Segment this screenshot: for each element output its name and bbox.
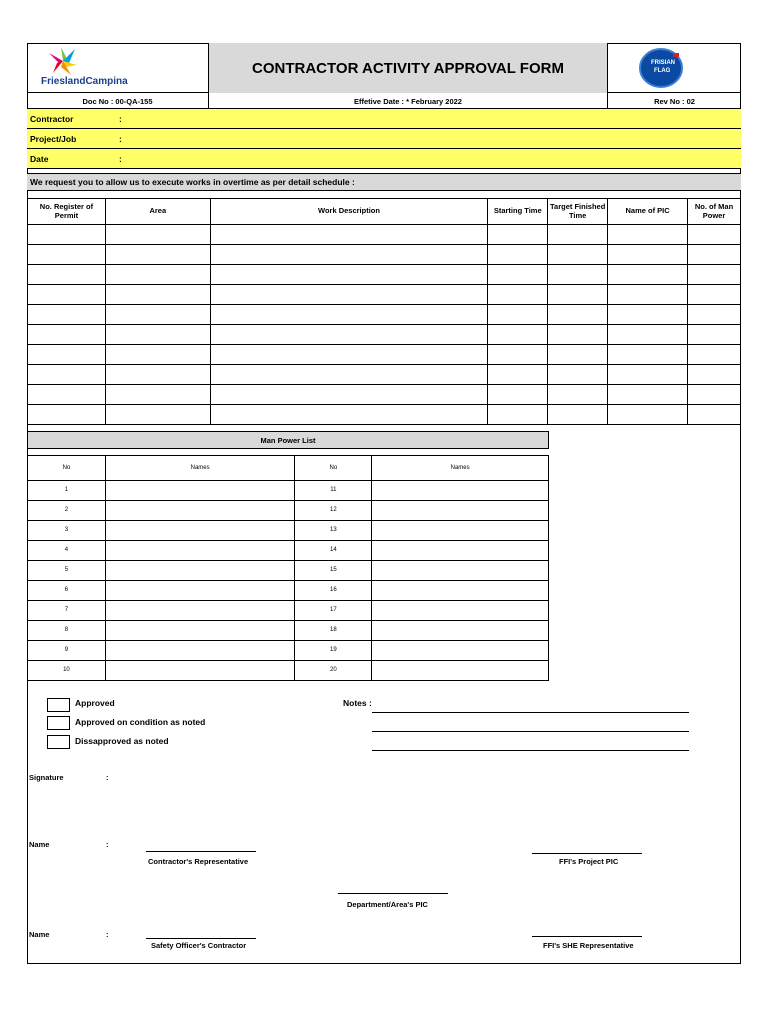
manpower-name-right[interactable]: [372, 581, 549, 601]
manpower-name-left[interactable]: [105, 661, 295, 681]
col-register-permit: No. Register of Permit: [28, 199, 106, 225]
schedule-cell[interactable]: [488, 365, 548, 385]
schedule-cell[interactable]: [488, 385, 548, 405]
notes-line-1[interactable]: [372, 712, 689, 713]
approved-checkbox[interactable]: [47, 698, 70, 712]
schedule-cell[interactable]: [608, 365, 688, 385]
manpower-no-left: 2: [28, 501, 106, 521]
schedule-cell[interactable]: [608, 345, 688, 365]
table-row: [28, 245, 741, 265]
name-colon-2: :: [106, 930, 109, 939]
schedule-cell[interactable]: [688, 285, 741, 305]
manpower-name-left[interactable]: [105, 581, 295, 601]
manpower-name-left[interactable]: [105, 621, 295, 641]
manpower-no-right: 15: [295, 561, 372, 581]
table-row: [28, 521, 549, 541]
schedule-cell[interactable]: [548, 285, 608, 305]
schedule-cell[interactable]: [608, 225, 688, 245]
schedule-cell[interactable]: [608, 325, 688, 345]
safety-officer-caption: Safety Officer's Contractor: [151, 941, 247, 950]
approved-on-condition-label: Approved on condition as noted: [75, 717, 206, 727]
schedule-cell[interactable]: [608, 245, 688, 265]
schedule-cell[interactable]: [548, 245, 608, 265]
schedule-cell[interactable]: [210, 345, 488, 365]
schedule-cell[interactable]: [608, 265, 688, 285]
ffi-she-rep-caption: FFI's SHE Representative: [543, 941, 634, 950]
manpower-no-right: 14: [295, 541, 372, 561]
manpower-no-left: 5: [28, 561, 106, 581]
table-row: [28, 621, 549, 641]
colon: :: [119, 134, 122, 144]
schedule-cell[interactable]: [548, 265, 608, 285]
col-names-left: Names: [105, 456, 295, 481]
schedule-cell[interactable]: [105, 325, 210, 345]
col-target-finished-time: Target Finished Time: [548, 199, 608, 225]
manpower-name-left[interactable]: [105, 541, 295, 561]
schedule-cell[interactable]: [488, 305, 548, 325]
schedule-cell[interactable]: [28, 225, 106, 245]
schedule-cell[interactable]: [548, 405, 608, 425]
manpower-name-left[interactable]: [105, 501, 295, 521]
schedule-cell[interactable]: [688, 225, 741, 245]
notes-label: Notes :: [343, 698, 372, 708]
dept-pic-signature-line[interactable]: [338, 893, 448, 894]
manpower-name-right[interactable]: [372, 561, 549, 581]
manpower-no-left: 4: [28, 541, 106, 561]
contractor-rep-caption: Contractor's Representative: [148, 857, 249, 866]
table-row: [28, 365, 741, 385]
schedule-cell[interactable]: [608, 285, 688, 305]
manpower-no-right: 13: [295, 521, 372, 541]
schedule-cell[interactable]: [488, 325, 548, 345]
project-job-label: Project/Job: [30, 134, 77, 144]
ffi-project-pic-caption: FFI's Project PIC: [559, 857, 619, 866]
manpower-no-left: 1: [28, 481, 106, 501]
manpower-no-left: 6: [28, 581, 106, 601]
disapproved-checkbox[interactable]: [47, 735, 70, 749]
frisian-flag-logo: [608, 43, 741, 93]
safety-officer-signature-line[interactable]: [146, 938, 256, 939]
manpower-no-right: 16: [295, 581, 372, 601]
manpower-no-right: 11: [295, 481, 372, 501]
schedule-body: [28, 225, 741, 425]
manpower-no-left: 3: [28, 521, 106, 541]
schedule-cell[interactable]: [105, 225, 210, 245]
approved-label: Approved: [75, 698, 115, 708]
table-row: [28, 501, 549, 521]
schedule-cell[interactable]: [548, 365, 608, 385]
notes-line-3[interactable]: [372, 750, 689, 751]
manpower-no-left: 9: [28, 641, 106, 661]
approved-on-condition-checkbox[interactable]: [47, 716, 70, 730]
table-row: [28, 325, 741, 345]
manpower-name-left[interactable]: [105, 561, 295, 581]
name-label-2: Name: [29, 930, 50, 939]
schedule-cell[interactable]: [688, 405, 741, 425]
manpower-no-right: 20: [295, 661, 372, 681]
ffi-project-pic-signature-line[interactable]: [532, 853, 642, 854]
col-no-left: No: [28, 456, 106, 481]
schedule-cell[interactable]: [210, 265, 488, 285]
schedule-cell[interactable]: [210, 365, 488, 385]
schedule-cell[interactable]: [210, 305, 488, 325]
notes-line-2[interactable]: [372, 731, 689, 732]
table-row: [28, 385, 741, 405]
manpower-no-left: 8: [28, 621, 106, 641]
form-header: [27, 43, 741, 93]
schedule-cell[interactable]: [28, 325, 106, 345]
logo-text-frisian: FRISIAN: [651, 60, 675, 66]
schedule-cell[interactable]: [548, 325, 608, 345]
schedule-cell[interactable]: [28, 265, 106, 285]
table-row: [28, 561, 549, 581]
manpower-no-left: 10: [28, 661, 106, 681]
disapproved-label: Dissapproved as noted: [75, 736, 169, 746]
name-label: Name: [29, 840, 50, 849]
schedule-cell[interactable]: [105, 245, 210, 265]
table-row: [28, 641, 549, 661]
manpower-table: [27, 455, 549, 681]
schedule-cell[interactable]: [28, 385, 106, 405]
table-row: [28, 581, 549, 601]
schedule-cell[interactable]: [488, 345, 548, 365]
table-row: [28, 285, 741, 305]
schedule-cell[interactable]: [28, 365, 106, 385]
manpower-name-right[interactable]: [372, 621, 549, 641]
schedule-cell[interactable]: [488, 225, 548, 245]
contractor-rep-signature-line[interactable]: [146, 851, 256, 852]
col-work-description: Work Description: [210, 199, 488, 225]
col-man-power: No. of Man Power: [688, 199, 741, 225]
schedule-cell[interactable]: [688, 345, 741, 365]
effective-date: Effetive Date : * February 2022: [209, 93, 608, 109]
frieslandcampina-logo: [27, 43, 209, 93]
schedule-cell[interactable]: [688, 385, 741, 405]
schedule-cell[interactable]: [488, 265, 548, 285]
manpower-no-right: 19: [295, 641, 372, 661]
request-statement: We request you to allow us to execute works in overtime as per detail schedule :: [27, 173, 741, 191]
col-area: Area: [105, 199, 210, 225]
schedule-cell[interactable]: [688, 265, 741, 285]
schedule-header-row: [28, 199, 741, 225]
schedule-cell[interactable]: [608, 305, 688, 325]
contractor-label: Contractor: [30, 114, 74, 124]
colon: :: [119, 114, 122, 124]
name-colon: :: [106, 840, 109, 849]
logo-wordmark: FrieslandCampina: [41, 76, 128, 87]
revision-number: Rev No : 02: [654, 96, 695, 106]
schedule-cell[interactable]: [488, 245, 548, 265]
manpower-name-left[interactable]: [105, 521, 295, 541]
schedule-cell[interactable]: [608, 405, 688, 425]
schedule-table: [27, 198, 741, 425]
manpower-name-right[interactable]: [372, 501, 549, 521]
schedule-cell[interactable]: [548, 385, 608, 405]
manpower-no-right: 17: [295, 601, 372, 621]
schedule-cell[interactable]: [688, 245, 741, 265]
table-row: [28, 601, 549, 621]
manpower-name-right[interactable]: [372, 601, 549, 621]
schedule-cell[interactable]: [105, 265, 210, 285]
manpower-body: [28, 481, 549, 681]
manpower-name-right[interactable]: [372, 541, 549, 561]
schedule-cell[interactable]: [105, 285, 210, 305]
schedule-cell[interactable]: [608, 385, 688, 405]
schedule-cell[interactable]: [105, 345, 210, 365]
manpower-name-left[interactable]: [105, 601, 295, 621]
frisian-flag-badge-icon: [608, 43, 741, 93]
schedule-cell[interactable]: [105, 405, 210, 425]
col-starting-time: Starting Time: [488, 199, 548, 225]
col-no-right: No: [295, 456, 372, 481]
schedule-cell[interactable]: [210, 245, 488, 265]
date-label: Date: [30, 154, 49, 164]
col-name-of-pic: Name of PIC: [608, 199, 688, 225]
ffi-she-rep-signature-line[interactable]: [532, 936, 642, 937]
signature-label: Signature: [29, 773, 64, 782]
schedule-cell[interactable]: [688, 325, 741, 345]
manpower-title: Man Power List: [27, 431, 549, 449]
schedule-cell[interactable]: [210, 225, 488, 245]
manpower-name-right[interactable]: [372, 661, 549, 681]
project-job-field[interactable]: [27, 129, 741, 149]
table-row: [28, 541, 549, 561]
contractor-field[interactable]: [27, 109, 741, 129]
manpower-no-right: 18: [295, 621, 372, 641]
doc-number: Doc No : 00-QA-155: [27, 93, 209, 109]
table-row: [28, 345, 741, 365]
schedule-cell[interactable]: [28, 345, 106, 365]
schedule-cell[interactable]: [210, 385, 488, 405]
table-row: [28, 405, 741, 425]
table-row: [28, 481, 549, 501]
manpower-no-right: 12: [295, 501, 372, 521]
col-names-right: Names: [372, 456, 549, 481]
manpower-name-left[interactable]: [105, 641, 295, 661]
schedule-cell[interactable]: [210, 325, 488, 345]
manpower-name-left[interactable]: [105, 481, 295, 501]
schedule-cell[interactable]: [488, 285, 548, 305]
signature-colon: :: [106, 773, 109, 782]
schedule-cell[interactable]: [105, 385, 210, 405]
schedule-cell[interactable]: [28, 245, 106, 265]
dept-pic-caption: Department/Area's PIC: [347, 900, 428, 909]
schedule-cell[interactable]: [210, 285, 488, 305]
page-title: CONTRACTOR ACTIVITY APPROVAL FORM: [209, 43, 608, 93]
schedule-cell[interactable]: [688, 365, 741, 385]
schedule-cell[interactable]: [28, 305, 106, 325]
schedule-cell[interactable]: [28, 285, 106, 305]
schedule-cell[interactable]: [488, 405, 548, 425]
schedule-cell[interactable]: [105, 365, 210, 385]
schedule-cell[interactable]: [548, 225, 608, 245]
manpower-header-row: [28, 456, 549, 481]
manpower-name-right[interactable]: [372, 481, 549, 501]
colon: :: [119, 154, 122, 164]
date-field[interactable]: [27, 149, 741, 169]
schedule-cell[interactable]: [548, 345, 608, 365]
schedule-cell[interactable]: [28, 405, 106, 425]
schedule-cell[interactable]: [688, 305, 741, 325]
manpower-no-left: 7: [28, 601, 106, 621]
doc-info-row: [27, 93, 741, 109]
manpower-name-right[interactable]: [372, 521, 549, 541]
schedule-cell[interactable]: [105, 305, 210, 325]
table-row: [28, 265, 741, 285]
schedule-cell[interactable]: [548, 305, 608, 325]
manpower-name-right[interactable]: [372, 641, 549, 661]
logo-text-flag: FLAG: [654, 68, 671, 74]
table-row: [28, 661, 549, 681]
table-row: [28, 305, 741, 325]
table-row: [28, 225, 741, 245]
schedule-cell[interactable]: [210, 405, 488, 425]
